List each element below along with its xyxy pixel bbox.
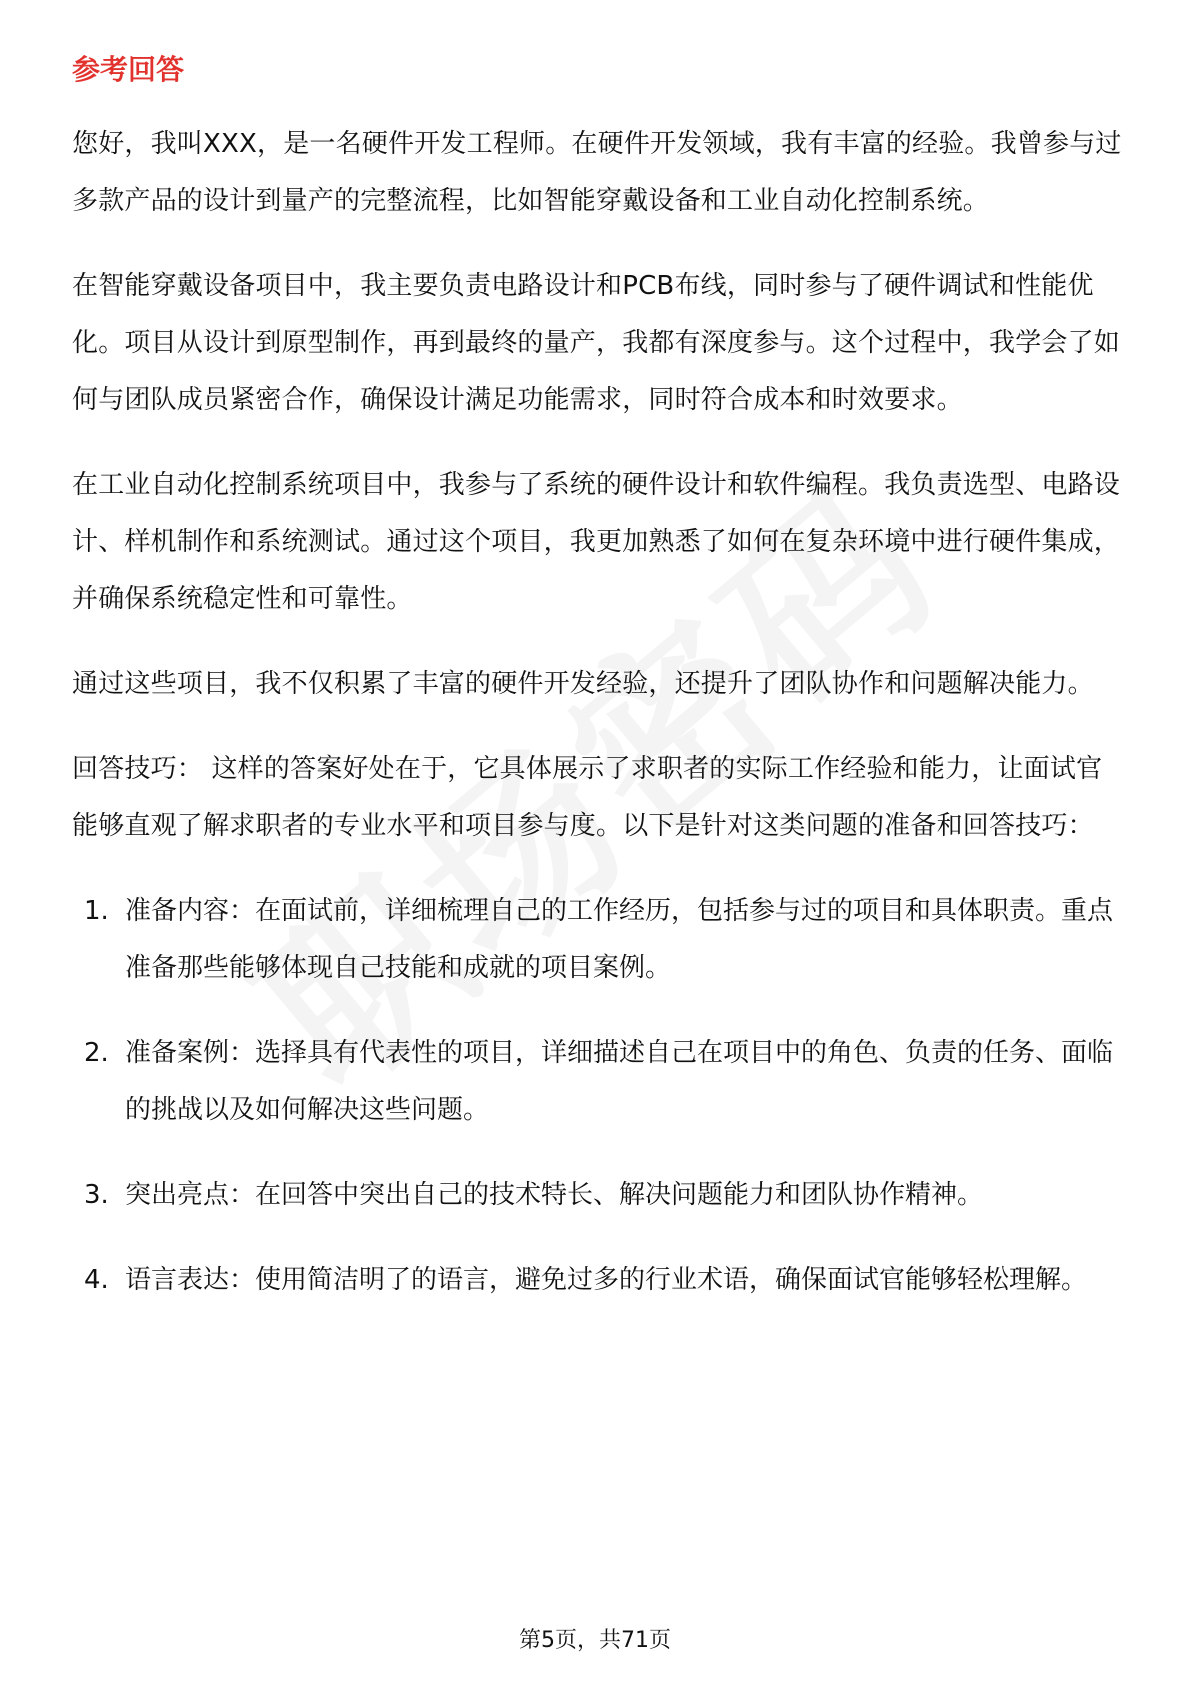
list-item-number: 2. — [84, 1038, 109, 1068]
paragraph-intro: 您好，我叫XXX，是一名硬件开发工程师。在硬件开发领域，我有丰富的经验。我曾参与过多款产品的设计到量产的完整流程，比如智能穿戴设备和工业自动化控制系统。 — [72, 129, 1122, 216]
paragraph-automation-project: 在工业自动化控制系统项目中，我参与了系统的硬件设计和软件编程。我负责选型、电路设计、样机制作和系统测试。通过这个项目，我更加熟悉了如何在复杂环境中进行硬件集成，并确保系统稳定性和可靠性。 — [72, 470, 1121, 614]
list-item-text: 语言表达：使用简洁明了的语言，避免过多的行业术语，确保面试官能够轻松理解。 — [125, 1265, 1088, 1295]
list-item-text: 准备案例：选择具有代表性的项目，详细描述自己在项目中的角色、负责的任务、面临的挑战以及如何解决这些问题。 — [125, 1038, 1114, 1125]
page-number-footer: 第5页，共71页 — [519, 1628, 671, 1653]
list-item-number: 4. — [84, 1265, 109, 1295]
tips-list — [72, 883, 1122, 1309]
section-heading: 参考回答 — [72, 53, 185, 86]
list-item-number: 1. — [84, 896, 109, 926]
list-item-number: 3. — [84, 1180, 109, 1210]
list-item — [72, 1252, 1122, 1309]
paragraph-wearable-project: 在智能穿戴设备项目中，我主要负责电路设计和PCB布线，同时参与了硬件调试和性能优化。项目从设计到原型制作，再到最终的量产，我都有深度参与。这个过程中，我学会了如何与团队成员紧密合作，确保设计满足功能需求，同时符合成本和时效要求。 — [72, 271, 1121, 415]
paragraph-answer-tips: 回答技巧： 这样的答案好处在于，它具体展示了求职者的实际工作经验和能力，让面试官能够直观了解求职者的专业水平和项目参与度。以下是针对这类问题的准备和回答技巧： — [72, 754, 1103, 841]
list-item — [72, 883, 1122, 997]
paragraph-summary: 通过这些项目，我不仅积累了丰富的硬件开发经验，还提升了团队协作和问题解决能力。 — [72, 669, 1094, 699]
list-item — [72, 1025, 1122, 1139]
list-item-text: 准备内容：在面试前，详细梳理自己的工作经历，包括参与过的项目和具体职责。重点准备那些能够体现自己技能和成就的项目案例。 — [125, 896, 1114, 983]
list-item — [72, 1167, 1122, 1224]
list-item-text: 突出亮点：在回答中突出自己的技术特长、解决问题能力和团队协作精神。 — [125, 1180, 984, 1210]
page-content — [72, 50, 1122, 1337]
